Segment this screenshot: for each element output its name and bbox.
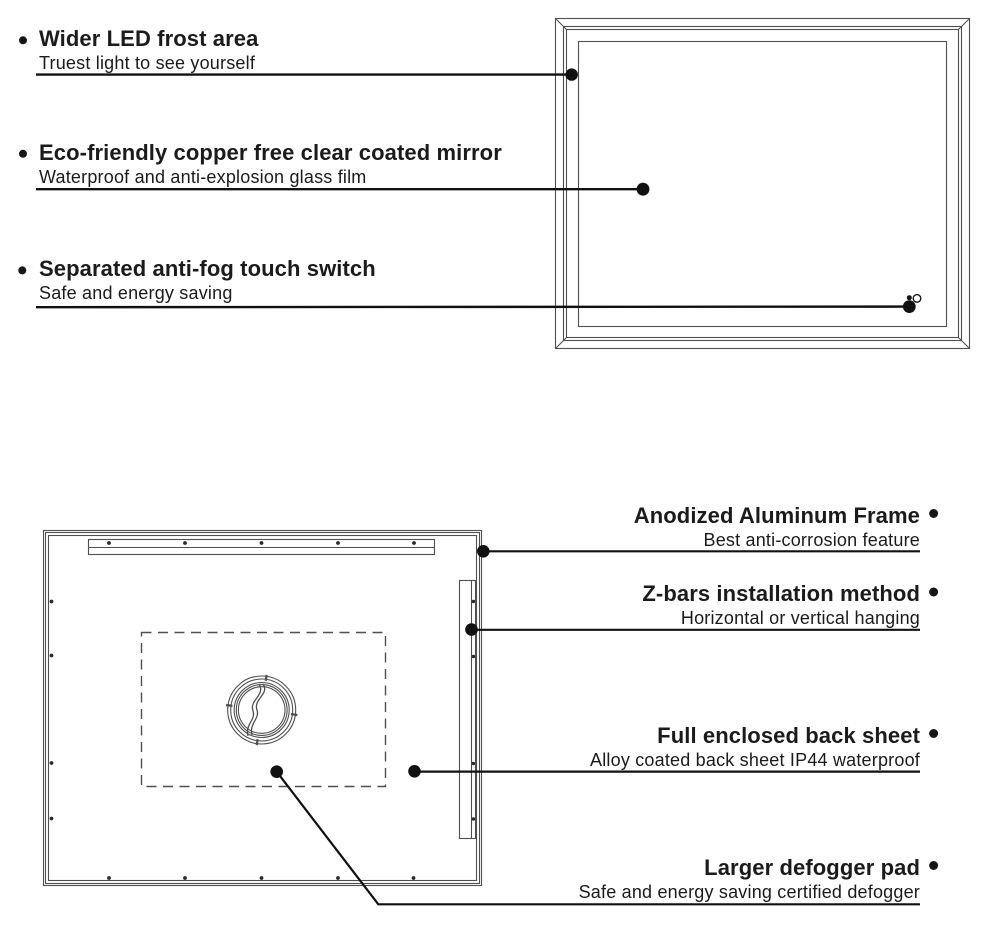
touch-switch-ring-icon — [913, 295, 921, 303]
back-frame-line-2 — [46, 533, 480, 884]
feature-title: Wider LED frost area — [39, 26, 259, 51]
leader-dot-aluminum-frame — [477, 545, 490, 558]
feature-subtitle: Truest light to see yourself — [39, 53, 256, 73]
front-miter-top-left — [556, 19, 567, 30]
feature-title: Z-bars installation method — [642, 581, 920, 606]
feature-title: Eco-friendly copper free clear coated mirror — [39, 140, 502, 165]
screws — [50, 541, 475, 880]
junction-box — [221, 670, 302, 750]
bullet-icon — [929, 861, 938, 870]
leader-touch-switch — [36, 307, 909, 308]
feature-subtitle: Horizontal or vertical hanging — [680, 608, 920, 628]
bullet-icon — [929, 509, 938, 518]
front-bevel-line-1 — [564, 27, 962, 341]
back-outer-frame — [44, 531, 482, 886]
cable-wire — [251, 684, 264, 735]
feature-led-frost — [39, 26, 258, 74]
feature-subtitle: Safe and energy saving certified defogger — [578, 882, 920, 902]
back-mirror-view — [44, 531, 482, 886]
right-z-bar — [460, 581, 476, 839]
feature-aluminum-frame — [634, 503, 920, 551]
feature-subtitle: Waterproof and anti-explosion glass film — [39, 167, 367, 187]
feature-title: Separated anti-fog touch switch — [39, 256, 376, 281]
bullet-icon — [19, 36, 27, 44]
feature-coated-mirror — [39, 140, 502, 188]
leader-dot-coated-mirror — [637, 183, 650, 196]
leader-dot-touch-switch — [903, 300, 916, 313]
feature-touch-switch — [39, 256, 376, 304]
feature-title: Larger defogger pad — [704, 855, 920, 880]
leader-dot-led-frost — [566, 68, 578, 80]
front-miter-bottom-left — [556, 338, 567, 349]
feature-z-bars — [642, 581, 920, 629]
leader-dot-z-bars — [465, 623, 478, 636]
junction-box-ticks — [221, 670, 302, 750]
leader-dot-back-sheet — [408, 765, 421, 778]
front-miter-bottom-right — [959, 338, 970, 349]
bullet-icon — [18, 266, 26, 274]
front-bevel-line-2 — [567, 30, 959, 338]
feature-subtitle: Safe and energy saving — [39, 283, 233, 303]
feature-defogger-pad — [579, 855, 920, 903]
bullet-icon — [929, 588, 938, 597]
touch-switch-dot-icon — [907, 295, 912, 300]
feature-title: Full enclosed back sheet — [657, 723, 920, 748]
bullet-icon — [19, 150, 27, 158]
front-frost-area — [579, 42, 947, 327]
bullet-icon — [929, 729, 938, 738]
defogger-pad-outline — [142, 633, 386, 787]
leader-dot-defogger-pad — [270, 765, 283, 778]
feature-subtitle: Best anti-corrosion feature — [703, 530, 920, 550]
cable-wire — [247, 684, 260, 736]
front-mirror-view — [556, 19, 970, 349]
back-frame-line-3 — [49, 536, 477, 881]
feature-back-sheet — [590, 723, 920, 771]
front-miter-top-right — [959, 19, 970, 30]
feature-subtitle: Alloy coated back sheet IP44 waterproof — [590, 750, 920, 770]
feature-title: Anodized Aluminum Frame — [633, 503, 920, 528]
